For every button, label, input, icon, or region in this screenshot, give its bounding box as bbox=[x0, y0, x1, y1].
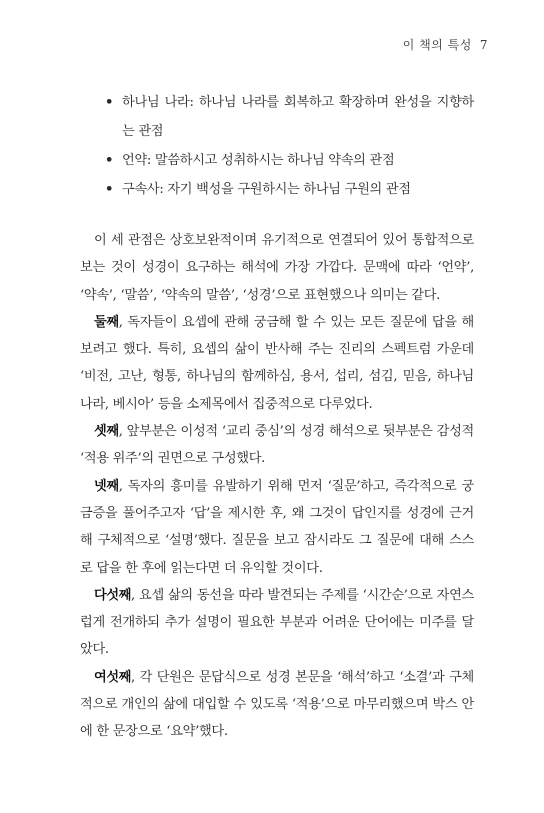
list-item bbox=[80, 146, 474, 175]
paragraph-text: , 각 단원은 문답식으로 성경 본문을 ‘해석’하고 ‘소결’과 구체적으로 개인의 삶에 대입할 수 있도록 ‘적용’으로 마무리했으며 박스 안에 한 문장으로 ‘요약’했다. bbox=[80, 669, 474, 740]
paragraph-lead: 셋째 bbox=[94, 424, 119, 440]
list-item-text: 언약: 말씀하시고 성취하시는 하나님 약속의 관점 bbox=[122, 153, 395, 168]
paragraph bbox=[80, 309, 474, 418]
paragraph bbox=[80, 473, 474, 582]
paragraph-text: , 독자의 흥미를 유발하기 위해 먼저 ‘질문’하고, 즉각적으로 궁금증을 풀어주고자 ‘답’을 제시한 후, 왜 그것이 답인지를 성경에 근거해 구체적으로 ‘설명’했다. 질문을 보고 잠시라도 그 질문에 대해 스스로 답을 한 후에 읽는다면 더 유익할 것이다. bbox=[80, 478, 474, 576]
perspective-list bbox=[80, 88, 474, 204]
paragraph-text: , 앞부분은 이성적 ‘교리 중심’의 성경 해석으로 뒷부분은 감성적 ‘적용 위주’의 권면으로 구성했다. bbox=[80, 424, 474, 467]
running-header bbox=[403, 36, 488, 53]
bullet-marker: • bbox=[105, 95, 114, 110]
paragraph bbox=[80, 418, 474, 473]
paragraph-text: , 독자들이 요셉에 관해 궁금해 할 수 있는 모든 질문에 답을 해 보려고 했다. 특히, 요셉의 삶이 반사해 주는 진리의 스펙트럼 가운데 ‘비전, 고난, 형통, 하나님의 함께하심, 용서, 섭리, 섬김, 믿음, 하나님 나라, 베시아’ 등을 소제목에서 집중적으로 다루었다. bbox=[80, 314, 474, 412]
bullet-marker: • bbox=[105, 153, 114, 168]
paragraph-lead: 둘째 bbox=[94, 314, 119, 330]
paragraph-lead: 넷째 bbox=[94, 478, 119, 494]
list-item-text: 구속사: 자기 백성을 구원하시는 하나님 구원의 관점 bbox=[122, 182, 411, 197]
bullet-marker: • bbox=[105, 182, 114, 197]
list-item-text: 하나님 나라: 하나님 나라를 회복하고 확장하며 완성을 지향하는 관점 bbox=[122, 95, 474, 139]
page-number: 7 bbox=[479, 38, 488, 52]
paragraph-lead: 여섯째 bbox=[94, 669, 132, 685]
paragraph-text: , 요셉 삶의 동선을 따라 발견되는 주제를 ‘시간순’으로 자연스럽게 전개하되 추가 설명이 필요한 부분과 어려운 단어에는 미주를 달았다. bbox=[80, 587, 474, 658]
paragraph bbox=[80, 664, 474, 746]
paragraph bbox=[80, 582, 474, 664]
header-title: 이 책의 특성 bbox=[402, 38, 472, 52]
paragraph bbox=[80, 227, 474, 309]
paragraph-text: 이 세 관점은 상호보완적이며 유기적으로 연결되어 있어 통합적으로 보는 것이 성경이 요구하는 해석에 가장 가깝다. 문맥에 따라 ‘언약’, ‘약속’, ‘말씀’, ‘약속의 말씀’, ‘성경’으로 표현했으나 의미는 같다. bbox=[80, 233, 474, 303]
body-text bbox=[80, 227, 474, 746]
list-item bbox=[80, 175, 474, 204]
list-item bbox=[80, 88, 474, 146]
paragraph-lead: 다섯째 bbox=[94, 587, 132, 603]
